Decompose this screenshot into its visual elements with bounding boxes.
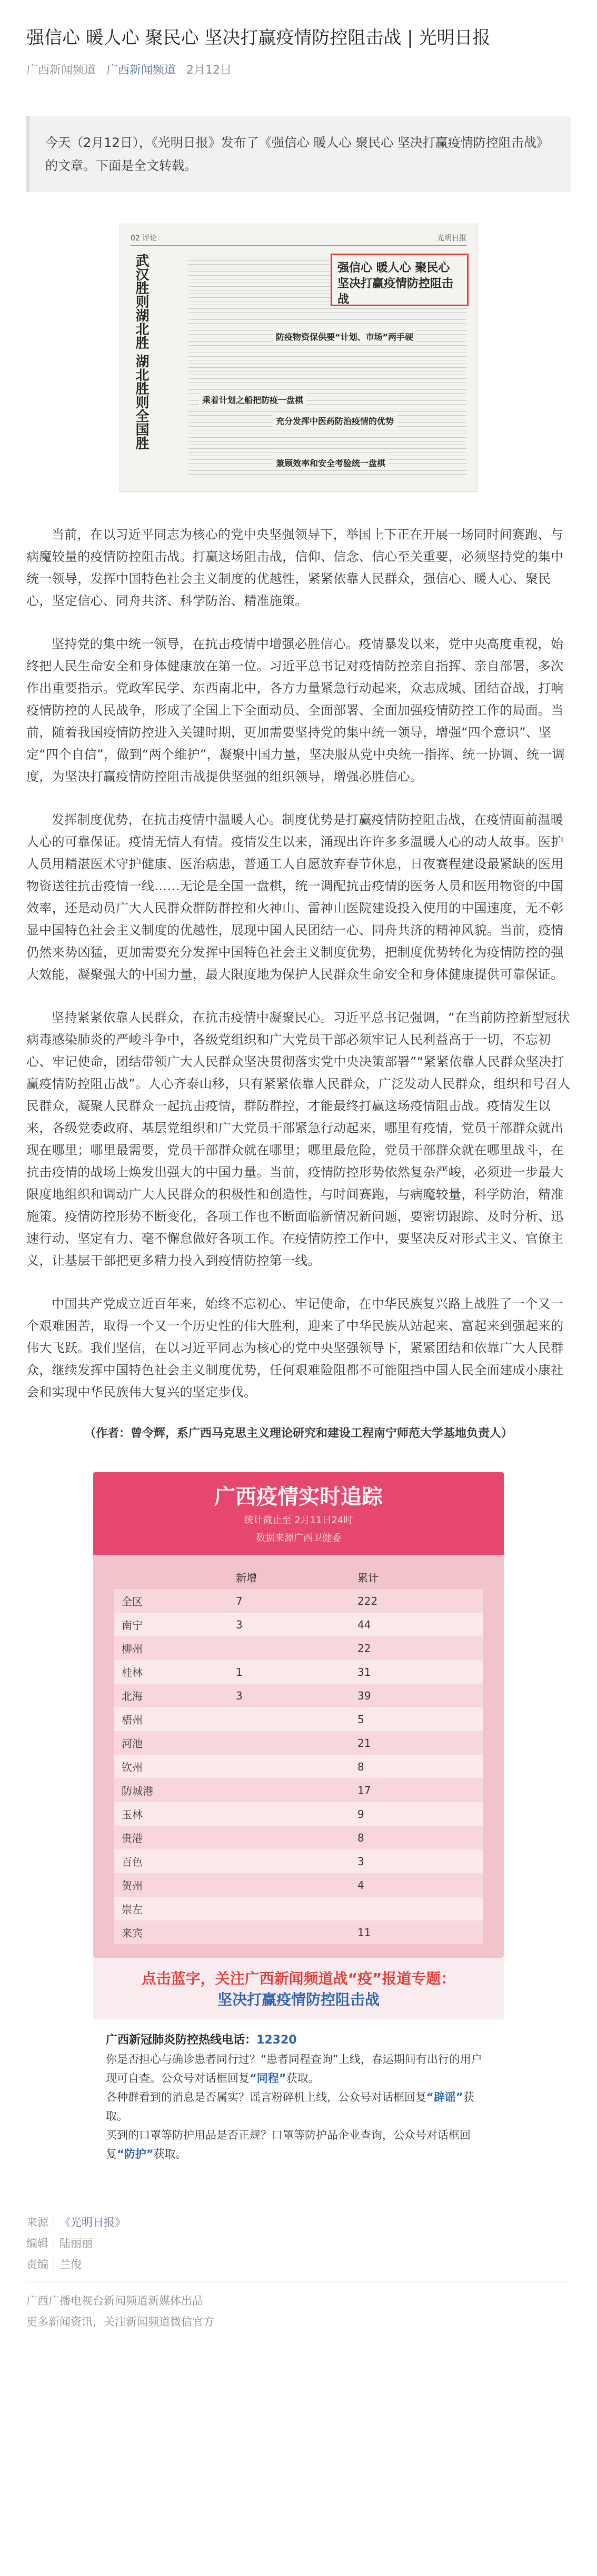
footer-divider	[26, 2282, 571, 2283]
new-cell	[236, 1873, 357, 1897]
newspaper-subhead-2: 充分发挥中医药防治疫情的优势	[273, 414, 397, 428]
total-cell: 222	[357, 1589, 483, 1613]
newspaper-image	[120, 224, 477, 492]
keyword-fanghu: “防护”	[117, 2148, 154, 2160]
new-cell	[236, 1755, 357, 1778]
total-cell: 8	[357, 1826, 483, 1849]
table-row	[114, 1755, 483, 1778]
newspaper-side-column	[133, 254, 180, 481]
table-header-row	[114, 1565, 483, 1589]
footer-reviewer: 责编｜兰俊	[26, 2258, 82, 2271]
tip-text: 你是否担心与确诊患者同行过？“患者同程查询”上线，春运期间有出行的用户现可自查。公众号对话框回复	[106, 2053, 482, 2085]
source-label: 来源｜	[26, 2216, 59, 2229]
total-cell: 9	[357, 1802, 483, 1826]
new-cell: 3	[236, 1613, 357, 1636]
table-row	[114, 1613, 483, 1636]
table-row	[114, 1660, 483, 1684]
new-cell: 1	[236, 1660, 357, 1684]
total-cell	[357, 1897, 483, 1920]
newspaper-header	[131, 233, 466, 246]
total-cell: 3	[357, 1849, 483, 1873]
new-cell	[236, 1802, 357, 1826]
hotline-label: 广西新冠肺炎防控热线电话：	[106, 2034, 257, 2047]
city-cell: 桂林	[114, 1660, 236, 1684]
table-row	[114, 1802, 483, 1826]
tip-text: 获取。	[106, 2091, 474, 2122]
tracker-body	[93, 1555, 504, 1958]
footer-more: 更多新闻资讯，关注新闻频道微信官方	[26, 2316, 214, 2328]
new-cell	[236, 1778, 357, 1802]
total-cell: 22	[357, 1636, 483, 1660]
table-row	[114, 1636, 483, 1660]
hotline-heading	[106, 2031, 491, 2050]
table-row	[114, 1873, 483, 1897]
total-cell: 17	[357, 1778, 483, 1802]
hotline-tip-3	[106, 2126, 491, 2164]
table-row	[114, 1826, 483, 1849]
newspaper-side-title: 武汉胜则湖北胜 湖北胜则全国胜	[133, 254, 149, 450]
author-note: （作者：曾令辉，系广西马克思主义理论研究和建设工程南宁师范大学基地负责人）	[84, 1427, 513, 1440]
new-cell	[236, 1636, 357, 1660]
tracker-table	[114, 1565, 483, 1944]
article-paragraph: 发挥制度优势，在抗击疫情中温暖人心。制度优势是打赢疫情防控阻击战，在疫情面前温暖人心的可靠保证。疫情无情人有情。疫情发生以来，涌现出许许多多温暖人心的动人故事。医护人员用精湛医术守护健康、医治病患，普通工人自愿放弃春节休息，日夜赛程建设最紧缺的医用物资送往抗击疫情一线……无论是全国一盘棋，统一调配抗击疫情的医务人员和医用物资的中国效率，还是动员广大人民群众群防群控和火神山、雷神山医院建设投入使用的中国速度，无不彰显中国特色社会主义制度的优越性，展现中国人民团结一心、同舟共济的精神风貌。当前，疫情仍然来势凶猛，更加需要充分发挥中国特色社会主义制度优势，把制度优势转化为疫情防控的强大效能，凝聚强大的中国力量，最大限度地为保护人民群众生命安全和身体健康提供可靠保证。	[26, 812, 564, 982]
article-paragraph: 中国共产党成立近百年来，始终不忘初心、牢记使命，在中华民族复兴路上战胜了一个又一个艰难困苦，取得一个又一个历史性的伟大胜利，迎来了中华民族从站起来、富起来到强起来的伟大飞跃。我们坚信，在以习近平同志为核心的党中央坚强领导下，紧紧团结和依靠广大人民群众，继续发挥中国特色社会主义制度优势，任何艰难险阻都不可能阻挡中国人民全面建成小康社会和实现中华民族伟大复兴的坚定步伐。	[26, 1296, 564, 1400]
city-cell: 柳州	[114, 1636, 236, 1660]
article-footer	[26, 2212, 571, 2332]
publish-date: 2月12日	[186, 64, 232, 77]
promo-banner[interactable]	[93, 1958, 504, 2019]
city-cell: 崇左	[114, 1897, 236, 1920]
total-cell: 11	[357, 1920, 483, 1944]
city-cell: 贺州	[114, 1873, 236, 1897]
tip-text: 各种群看到的消息是否属实？谣言粉碎机上线，公众号对话框回复	[106, 2091, 426, 2104]
city-cell: 百色	[114, 1849, 236, 1873]
article-paragraph: 当前，在以习近平同志为核心的党中央坚强领导下，举国上下正在开展一场同时间赛跑、与病魔较量的疫情防控阻击战。打赢这场阻击战，信仰、信念、信心至关重要，必须坚持党的集中统一领导，发挥中国特色社会主义制度的优越性，紧紧依靠人民群众，强信心、暖人心、聚民心，坚定信心、同舟共济、科学防治、精准施策。	[26, 527, 564, 608]
new-cell	[236, 1826, 357, 1849]
new-cell	[236, 1707, 357, 1731]
newspaper-subhead-1: 防疫物资保供要“计划、市场”两手硬	[273, 329, 416, 344]
new-cell	[236, 1897, 357, 1920]
article-body	[26, 524, 571, 1441]
column-header-new: 新增	[236, 1571, 257, 1584]
tracker-header	[93, 1472, 504, 1555]
city-cell: 南宁	[114, 1613, 236, 1636]
source-value: 《光明日报》	[59, 2216, 126, 2229]
newspaper-page-no: 02 评论	[131, 234, 157, 243]
city-cell: 钦州	[114, 1755, 236, 1778]
table-row	[114, 1778, 483, 1802]
new-cell	[236, 1849, 357, 1873]
total-cell: 8	[357, 1755, 483, 1778]
keyword-piyao: “辟谣”	[426, 2091, 463, 2104]
city-cell: 河池	[114, 1731, 236, 1755]
new-cell	[236, 1920, 357, 1944]
hotline-tip-1	[106, 2050, 491, 2088]
article-paragraph: 坚持紧紧依靠人民群众，在抗击疫情中凝聚民心。习近平总书记强调，“在当前防控新型冠状病毒感染肺炎的严峻斗争中，各级党组织和广大党员干部必须牢记人民利益高于一切，不忘初心、牢记使命，团结带领广大人民群众坚决贯彻落实党中央决策部署”“紧紧依靠人民群众坚决打赢疫情防控阻击战”。人心齐泰山移，只有紧紧依靠人民群众，广泛发动人民群众，组织和号召人民群众，凝聚人民群众一起抗击疫情，群防群控，才能最终打赢这场疫情阻击战。疫情发生以来，各级党委政府、基层党组织和广大党员干部紧急行动起来，哪里有疫情，党员干部群众就出现在哪里；哪里最需要，党员干部群众就在哪里；哪里最危险，党员干部群众就在哪里战斗，在抗击疫情的战场上焕发出强大的中国力量。当前，疫情防控形势依然复杂严峻，必须进一步最大限度地组织和调动广大人民群众的积极性和创造性，与时间赛跑，与病魔较量，科学防治，精准施策。疫情防控形势不断变化，各项工作也不断面临新情况新问题，要密切跟踪、及时分析、迅速行动、坚定有力、毫不懈怠做好各项工作。在疫情防控工作中，要坚决反对形式主义、官僚主义，让基层干部把更多精力投入到疫情防控第一线。	[26, 1010, 571, 1268]
city-cell: 防城港	[114, 1778, 236, 1802]
new-cell: 3	[236, 1684, 357, 1707]
keyword-tongcheng: “同程”	[250, 2072, 286, 2085]
article-meta	[26, 61, 571, 77]
city-cell: 北海	[114, 1684, 236, 1707]
account-link[interactable]: 广西新闻频道	[106, 64, 176, 77]
footer-editor: 编辑｜陆丽丽	[26, 2237, 93, 2250]
tracker-cutoff-note: 统计截止至 2月11日24时	[244, 1515, 353, 1526]
newspaper-subhead-3: 兼顾效率和安全考验统一盘棋	[273, 456, 389, 470]
table-row	[114, 1589, 483, 1613]
column-header-city	[114, 1565, 236, 1589]
total-cell: 44	[357, 1613, 483, 1636]
article-paragraph: 坚持党的集中统一领导，在抗击疫情中增强必胜信心。疫情暴发以来，党中央高度重视，始终把人民生命安全和身体健康放在第一位。习近平总书记对疫情防控亲自指挥、亲自部署，多次作出重要指示。党政军民学、东西南北中，各方力量紧急行动起来，众志成城、团结奋战，打响疫情防控的人民战争，形成了全国上下全面动员、全面部署、全面加强疫情防控工作的局面。当前，随着我国疫情防控进入关键时期，更加需要坚持党的集中统一领导，增强“四个意识”、坚定“四个自信”，做到“两个维护”，凝聚中国力量，坚决服从党中央统一指挥、统一协调、统一调度，为坚决打赢疫情防控阻击战提供坚强的组织领导，增强必胜信心。	[26, 637, 565, 784]
hotline-section	[93, 2019, 504, 2175]
tip-text: 获取。	[286, 2072, 320, 2085]
total-cell: 39	[357, 1684, 483, 1707]
total-cell: 21	[357, 1731, 483, 1755]
total-cell: 5	[357, 1707, 483, 1731]
city-cell: 玉林	[114, 1802, 236, 1826]
total-cell: 31	[357, 1660, 483, 1684]
hotline-number[interactable]: 12320	[256, 2034, 297, 2047]
column-header-total: 累计	[357, 1571, 379, 1584]
city-cell: 梧州	[114, 1707, 236, 1731]
city-cell: 全区	[114, 1589, 236, 1613]
footer-source	[26, 2212, 571, 2233]
new-cell	[236, 1731, 357, 1755]
promo-follow-text[interactable]: 点击蓝字，关注广西新闻频道战“疫”报道专题：	[141, 1970, 456, 1987]
total-cell: 4	[357, 1873, 483, 1897]
table-row	[114, 1920, 483, 1944]
city-cell: 来宾	[114, 1920, 236, 1944]
promo-topic-link[interactable]: 坚决打赢疫情防控阻击战	[217, 1991, 380, 2008]
table-row	[114, 1849, 483, 1873]
newspaper-masthead: 光明日报	[437, 234, 466, 243]
hotline-tip-2	[106, 2088, 491, 2126]
city-cell: 贵港	[114, 1826, 236, 1849]
table-row	[114, 1731, 483, 1755]
newspaper-headline-box: 强信心 暖人心 聚民心 坚决打赢疫情防控阻击战	[331, 254, 469, 306]
new-cell: 7	[236, 1589, 357, 1613]
newspaper-side-subtitle: 乘着计划之船把防疫一盘棋	[199, 393, 306, 407]
article-title: 强信心 暖人心 聚民心 坚决打赢疫情防控阻击战 | 光明日报	[26, 27, 491, 48]
table-row	[114, 1707, 483, 1731]
table-row	[114, 1897, 483, 1920]
tracker-source-note: 数据来源广西卫健委	[256, 1533, 341, 1544]
tip-text: 获取。	[153, 2148, 187, 2160]
tip-text: 买到的口罩等防护用品是否正规？口罩等防护品企业查询，公众号对话框回复	[106, 2129, 471, 2160]
epidemic-tracker-card	[93, 1472, 504, 1958]
table-row	[114, 1684, 483, 1707]
source-name: 广西新闻频道	[26, 64, 96, 77]
intro-quote: 今天（2月12日），《光明日报》发布了《强信心 暖人心 聚民心 坚决打赢疫情防控阻击战》的文章。下面是全文转载。	[26, 116, 571, 192]
footer-org: 广西广播电视台新闻频道新媒体出品	[26, 2295, 203, 2307]
tracker-title: 广西疫情实时追踪	[214, 1485, 383, 1509]
